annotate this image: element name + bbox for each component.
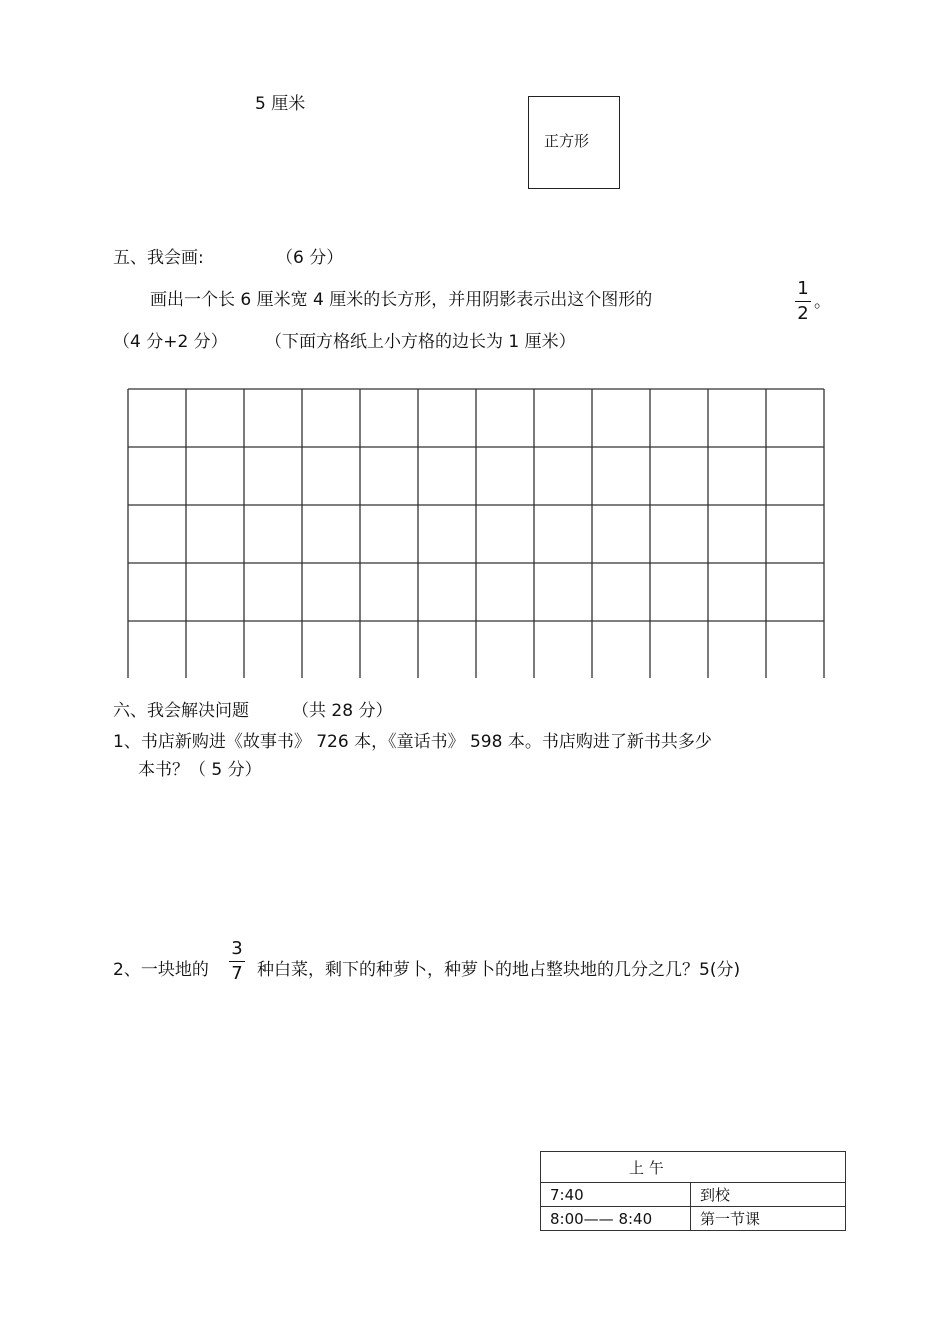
section5-note: （下面方格纸上小方格的边长为 1 厘米）: [265, 332, 576, 352]
section5-instruction-end: 。: [814, 292, 831, 312]
square-grid-paper[interactable]: [127, 388, 827, 678]
question-1-line1: 1、书店新购进《故事书》 726 本，《童话书》 598 本。书店购进了新书共多少: [113, 732, 712, 752]
fraction-bar: [229, 961, 245, 962]
schedule-event: 到校: [691, 1183, 846, 1207]
section6-heading: 六、我会解决问题: [113, 701, 249, 721]
schedule-table: [540, 1151, 846, 1231]
fraction-denominator: 2: [797, 303, 809, 324]
question-2-suffix: 种白菜，剩下的种萝卜，种萝卜的地占整块地的几分之几？5(分): [257, 960, 741, 980]
square-figure: [528, 96, 620, 189]
section5-note-score: （4 分+2 分）: [113, 332, 228, 352]
table-row: [541, 1207, 846, 1231]
schedule-time: 7:40: [541, 1183, 691, 1207]
fraction-three-sevenths: [227, 940, 247, 983]
table-row: [541, 1183, 846, 1207]
fraction-one-half: [793, 280, 813, 323]
fraction-denominator: 7: [231, 963, 243, 984]
section5-heading: 五、我会画:: [113, 248, 204, 268]
question-2-prefix: 2、一块地的: [113, 960, 209, 980]
fraction-bar: [795, 301, 811, 302]
schedule-header-row: [541, 1152, 846, 1183]
schedule-event: 第一节课: [691, 1207, 846, 1231]
fraction-numerator: 3: [231, 938, 243, 959]
question-1-line2: 本书？（ 5 分）: [138, 760, 262, 780]
square-label: 正方形: [544, 132, 590, 150]
section5-score: （6 分）: [276, 248, 344, 268]
schedule-time: 8:00—— 8:40: [541, 1207, 691, 1231]
section6-score: （共 28 分）: [292, 701, 393, 721]
schedule-header: 上 午: [541, 1152, 846, 1183]
length-label: 5 厘米: [255, 94, 306, 114]
fraction-numerator: 1: [797, 278, 809, 299]
section5-instruction: 画出一个长 6 厘米宽 4 厘米的长方形，并用阴影表示出这个图形的: [150, 290, 653, 310]
